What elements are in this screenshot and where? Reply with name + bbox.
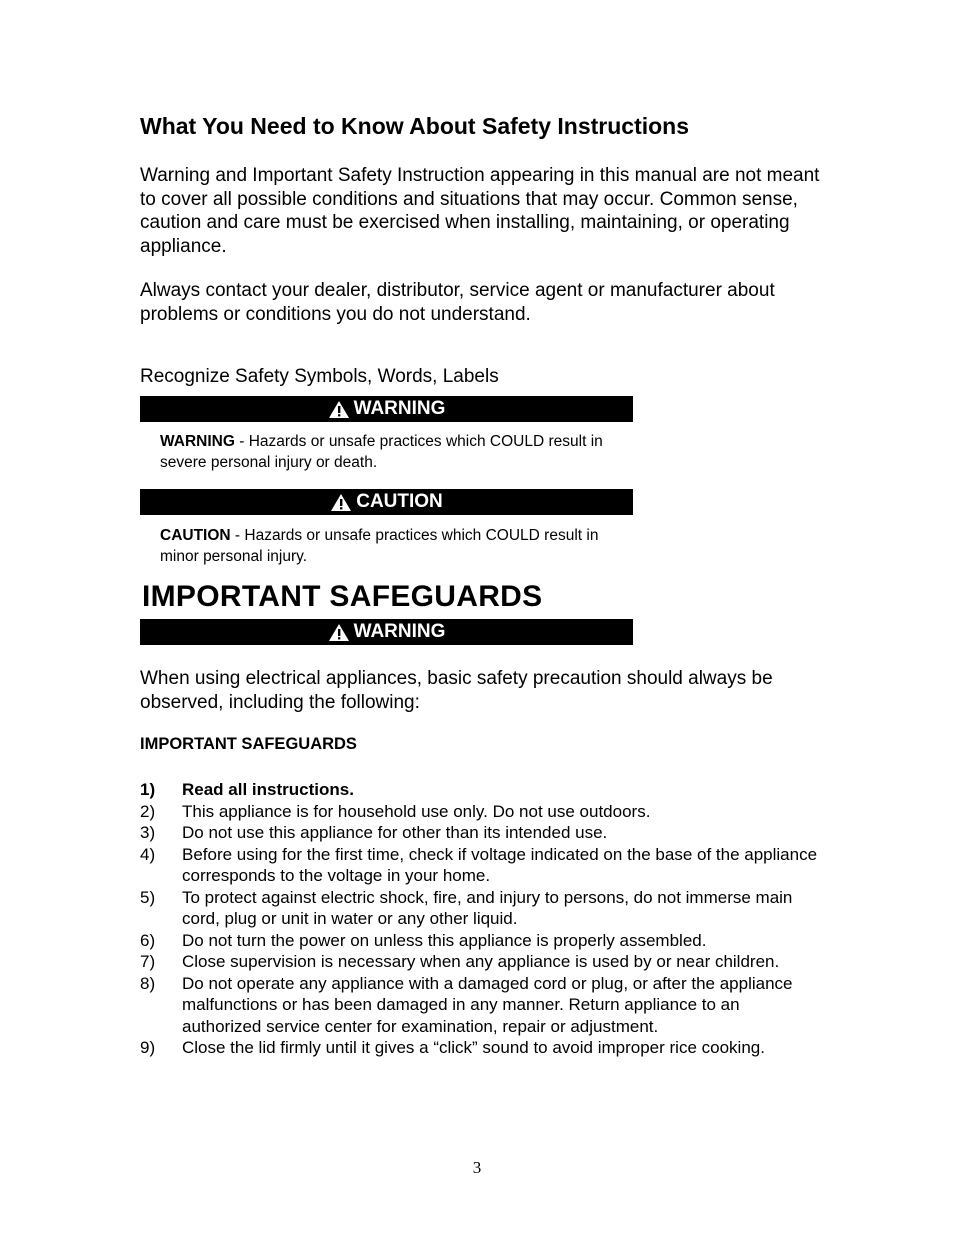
item-number: 4): [140, 844, 156, 864]
list-item: [140, 887, 820, 930]
item-number: 6): [140, 930, 156, 950]
item-number: 9): [140, 1038, 156, 1057]
intro-paragraph-2: Always contact your dealer, distributor, service agent or manufacturer about problems or conditions you do not understand.: [140, 280, 775, 325]
caution-label-bar: [140, 489, 633, 515]
warning-bar-text: WARNING: [353, 398, 446, 419]
important-safeguards-title: IMPORTANT SAFEGUARDS: [142, 580, 543, 613]
item-text: Close the lid firmly until it gives a “click” sound to avoid improper rice cooking.: [182, 1038, 765, 1057]
list-item: [140, 1037, 820, 1059]
item-text: Close supervision is necessary when any appliance is used by or near children.: [182, 952, 780, 971]
list-item: [140, 844, 820, 887]
item-text: Do not operate any appliance with a damaged cord or plug, or after the appliance malfunctions or has been damaged in any manner. Return appliance to an authorized service center for examination, repair or adjustment.: [182, 973, 793, 1036]
list-item: [140, 951, 820, 973]
warning-label-bar-2: [140, 619, 633, 645]
item-text: Do not use this appliance for other than its intended use.: [182, 823, 608, 842]
item-text: Read all instructions.: [182, 780, 354, 799]
precaution-paragraph: When using electrical appliances, basic safety precaution should always be observed, including the following:: [140, 668, 773, 713]
item-number: 7): [140, 952, 156, 971]
item-text: This appliance is for household use only. Do not use outdoors.: [182, 801, 651, 821]
warning-sep: -: [234, 433, 249, 450]
list-item: [140, 973, 820, 1038]
item-number: 3): [140, 823, 156, 842]
list-item: [140, 930, 820, 952]
item-text: Do not turn the power on unless this appliance is properly assembled.: [182, 930, 707, 950]
page-heading: What You Need to Know About Safety Instructions: [140, 113, 690, 139]
item-text: Before using for the first time, check if voltage indicated on the base of the appliance corresponds to the voltage in your home.: [182, 844, 818, 885]
safeguards-list: [140, 779, 820, 1059]
caution-sep: -: [230, 527, 245, 544]
list-item: [140, 779, 820, 801]
warning-triangle-icon: [330, 493, 352, 512]
caution-description: Hazards or unsafe practices which COULD result in minor personal injury.: [160, 527, 599, 565]
warning-bar-text-2: WARNING: [353, 621, 446, 642]
list-item: [140, 822, 820, 844]
safeguards-subheading: IMPORTANT SAFEGUARDS: [140, 735, 357, 753]
warning-description: Hazards or unsafe practices which COULD result in severe personal injury or death.: [160, 433, 603, 471]
warning-triangle-icon: [328, 400, 350, 419]
item-number: 1): [140, 780, 156, 799]
warning-label-bar: [140, 396, 633, 422]
item-text: To protect against electric shock, fire, and injury to persons, do not immerse main cord, plug or unit in water or any other liquid.: [182, 887, 793, 928]
list-item: [140, 801, 820, 823]
intro-paragraph-1: Warning and Important Safety Instruction appearing in this manual are not meant to cover all possible conditions and situations that may occur. Common sense, caution and care must be exercised when installing, maintaining, or operating appliance.: [140, 165, 820, 257]
warning-triangle-icon: [328, 623, 350, 642]
caution-definition: [160, 525, 630, 567]
item-number: 5): [140, 887, 156, 907]
warning-definition: [160, 431, 630, 473]
caution-bar-text: CAUTION: [356, 491, 443, 512]
page-number: 3: [472, 1158, 482, 1177]
recognize-safety-label: Recognize Safety Symbols, Words, Labels: [140, 366, 499, 387]
item-number: 2): [140, 801, 156, 821]
warning-term: WARNING: [160, 433, 235, 450]
item-number: 8): [140, 973, 156, 993]
caution-term: CAUTION: [160, 527, 231, 544]
